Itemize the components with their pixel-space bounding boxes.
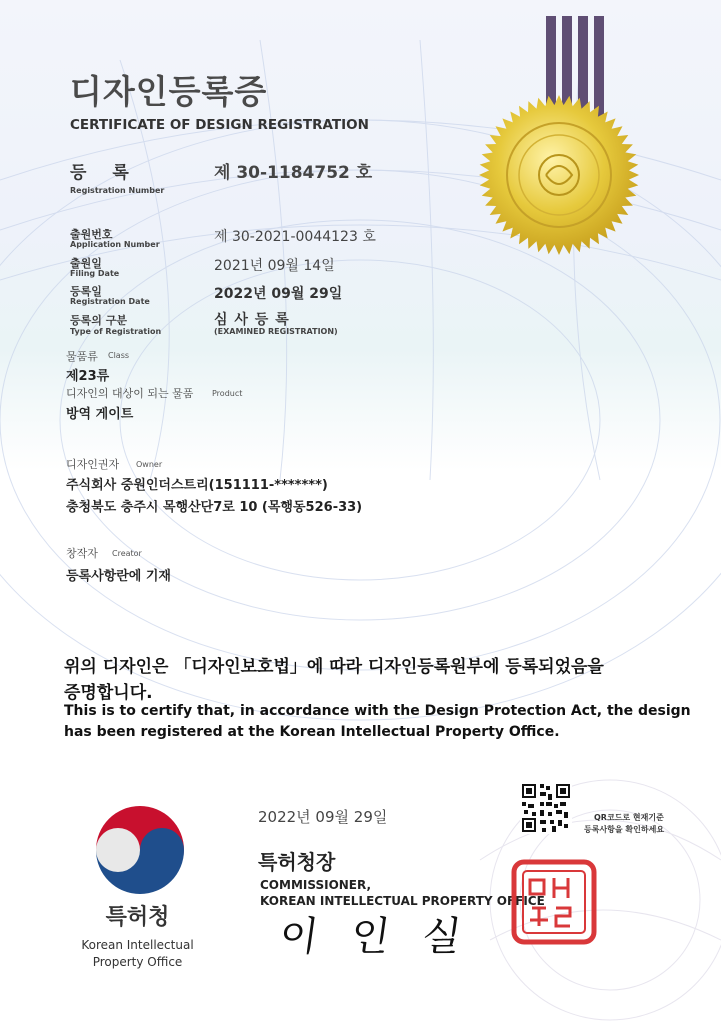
declaration-en-line1: This is to certify that, in accordance with the Design Protection Act, the design	[64, 703, 691, 719]
qr-note-line2: 등록사항을 확인하세요	[584, 825, 665, 834]
owner-name: 주식회사 중원인더스트리(151111-*******)	[66, 478, 328, 493]
official-seal-stamp	[510, 858, 598, 946]
registration-label-en: Registration Number	[70, 186, 165, 195]
registration-type-value-en: (EXAMINED REGISTRATION)	[214, 327, 338, 336]
registration-type-label: 등록의 구분	[70, 314, 127, 327]
product-label-en: Product	[212, 389, 243, 398]
registration-type-label-en: Type of Registration	[70, 327, 162, 336]
commissioner-title-kr: 특허청장	[258, 850, 336, 874]
commissioner-title-en-line2: KOREAN INTELLECTUAL PROPERTY OFFICE	[260, 894, 545, 908]
owner-address: 충청북도 충주시 목행산단7로 10 (목행동526-33)	[66, 500, 363, 515]
filing-date-label-en: Filing Date	[70, 269, 120, 278]
kipo-name-en-line1: Korean Intellectual	[81, 938, 194, 952]
filing-date-value: 2021년 09월 14일	[214, 258, 335, 274]
registration-date-label-en: Registration Date	[70, 297, 150, 306]
owner-label-en: Owner	[136, 460, 163, 469]
owner-label: 디자인권자	[66, 458, 120, 471]
filing-date-label: 출원일	[70, 257, 102, 270]
title-english: CERTIFICATE OF DESIGN REGISTRATION	[70, 117, 369, 133]
creator-label-en: Creator	[112, 549, 142, 558]
class-label-en: Class	[108, 351, 130, 360]
creator-value: 등록사항란에 기재	[66, 569, 171, 584]
product-label: 디자인의 대상이 되는 물품	[66, 387, 194, 400]
commissioner-signature: 이 인 실	[276, 914, 475, 960]
kipo-logo-icon	[90, 800, 190, 900]
product-value: 방역 게이트	[66, 407, 134, 422]
application-number-label: 출원번호	[70, 228, 113, 241]
registration-date-value: 2022년 09월 29일	[214, 286, 343, 302]
registration-type-value: 심 사 등 록	[214, 312, 290, 328]
application-number-label-en: Application Number	[70, 240, 160, 249]
application-number-value: 제 30-2021-0044123 호	[214, 229, 376, 245]
declaration-kr-line1: 위의 디자인은 「디자인보호법」에 따라 디자인등록원부에 등록되었음을	[64, 657, 604, 677]
issue-date: 2022년 09월 29일	[258, 808, 388, 826]
creator-label: 창작자	[66, 547, 98, 560]
qr-note-line1: QR코드로 현재기준	[594, 813, 664, 822]
class-value: 제23류	[66, 369, 110, 384]
declaration-en-line2: has been registered at the Korean Intellectual Property Office.	[64, 724, 560, 740]
registration-date-label: 등록일	[70, 285, 102, 298]
class-label: 물품류	[66, 350, 98, 363]
kipo-name-kr: 특허청	[105, 905, 170, 930]
registration-label: 등 록	[70, 163, 139, 183]
qr-code-icon[interactable]	[520, 782, 572, 834]
title-korean: 디자인등록증	[70, 72, 268, 111]
registration-number: 제 30-1184752 호	[214, 163, 373, 183]
declaration-kr-line2: 증명합니다.	[64, 683, 153, 703]
commissioner-title-en-line1: COMMISSIONER,	[260, 878, 372, 892]
kipo-name-en-line2: Property Office	[92, 955, 183, 969]
gold-seal-icon	[476, 92, 642, 258]
